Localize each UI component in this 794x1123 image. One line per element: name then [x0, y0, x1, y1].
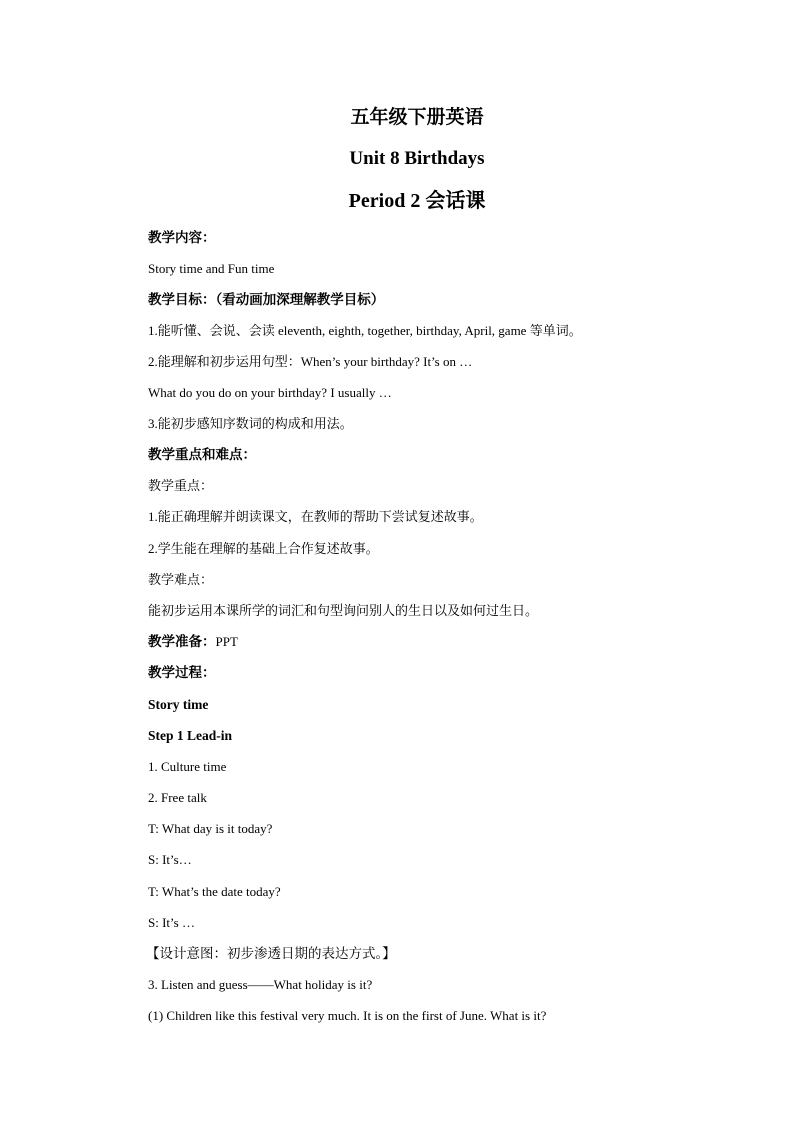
difficulty-1: 能初步运用本课所学的词汇和句型询问别人的生日以及如何过生日。 — [148, 603, 539, 618]
preparation-text: PPT — [215, 634, 238, 649]
list-item-culture-time: 1. Culture time — [148, 759, 227, 774]
process-heading: 教学过程： — [148, 665, 216, 680]
document-title-grade: 五年级下册英语 — [350, 107, 484, 128]
dialog-line-4: S: It’s … — [148, 915, 195, 930]
objective-3: 3.能初步感知序数词的构成和用法。 — [148, 416, 353, 431]
preparation-heading: 教学准备： — [148, 634, 216, 649]
step-1-heading: Step 1 Lead-in — [148, 728, 233, 743]
difficulty-heading: 教学难点： — [148, 572, 214, 587]
objectives-heading: 教学目标：（看动画加深理解教学目标） — [148, 292, 385, 307]
content-heading: 教学内容： — [148, 230, 216, 245]
design-intent-note: 【设计意图：初步渗透日期的表达方式。】 — [146, 946, 396, 961]
key-points-heading: 教学重点： — [148, 478, 214, 493]
key-difficulty-heading: 教学重点和难点： — [148, 447, 256, 462]
dialog-line-2: S: It’s… — [148, 852, 192, 867]
document-title-unit: Unit 8 Birthdays — [349, 148, 485, 169]
dialog-line-3: T: What’s the date today? — [148, 884, 281, 899]
list-item-free-talk: 2. Free talk — [148, 790, 207, 805]
content-text: Story time and Fun time — [148, 261, 275, 276]
sub-item-1: (1) Children like this festival very much. It is on the first of June. What is it? — [148, 1008, 547, 1023]
key-point-1: 1.能正确理解并朗读课文，在教师的帮助下尝试复述故事。 — [148, 509, 483, 524]
list-item-listen-guess: 3. Listen and guess——What holiday is it? — [148, 977, 373, 992]
dialog-line-1: T: What day is it today? — [148, 821, 273, 836]
objective-1: 1.能听懂、会说、会读 eleventh, eighth, together, birthday, April, game 等单词。 — [148, 323, 582, 338]
objective-2-continued: What do you do on your birthday? I usually … — [148, 385, 392, 400]
document-title-period: Period 2 会话课 — [348, 190, 486, 212]
preparation-line — [148, 633, 238, 651]
key-point-2: 2.学生能在理解的基础上合作复述故事。 — [148, 541, 379, 556]
objective-2: 2.能理解和初步运用句型：When’s your birthday? It’s on … — [148, 354, 473, 369]
story-time-heading: Story time — [148, 697, 209, 712]
